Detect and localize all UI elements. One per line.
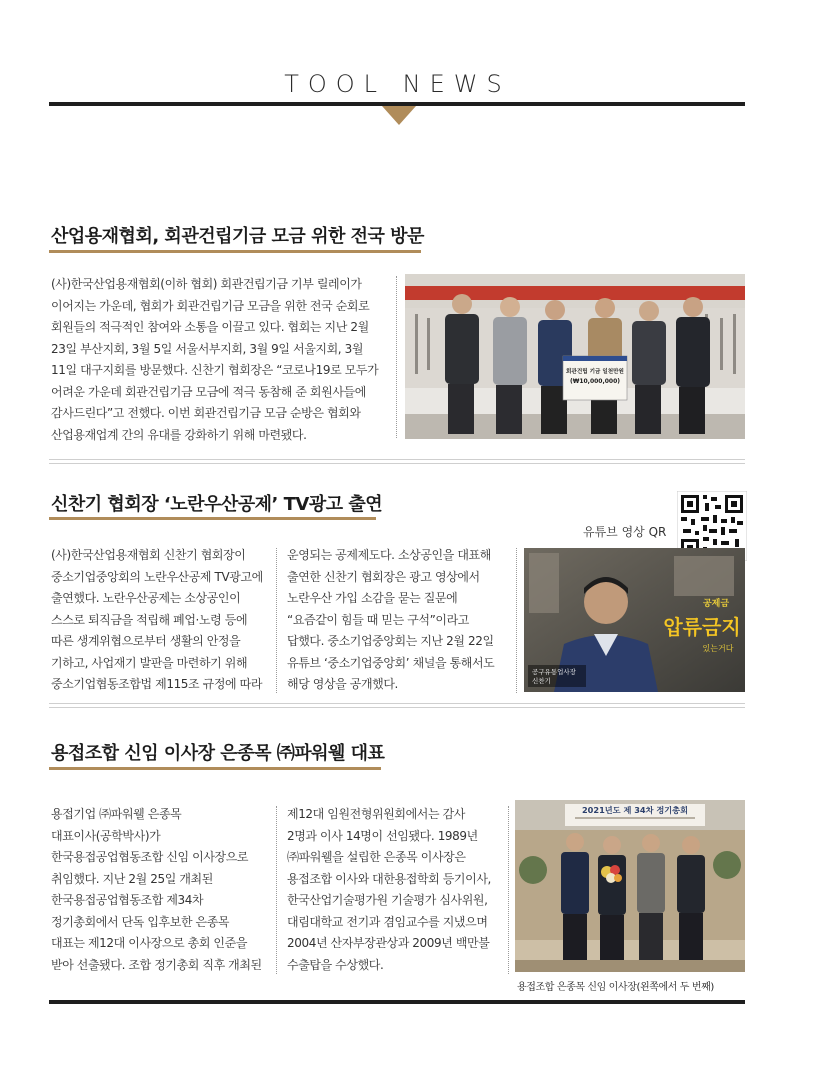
article2-column-divider-2: [516, 548, 517, 693]
article3-photo-caption: 용접조합 은종목 신임 이사장(왼쪽에서 두 번째): [517, 982, 714, 993]
article2-title: 신찬기 협회장 ‘노란우산공제’ TV광고 출연: [51, 494, 383, 515]
article3-photo: [515, 800, 745, 972]
article1-title-underline: [49, 250, 421, 253]
article2-body-column2: 운영되는 공제제도다. 소상공인을 대표해 출연한 신찬기 협회장은 광고 영상에서 노란우산 가입 소감을 묻는 질문에 “요즘같이 힘들 때 믿는 구석”이라고 답했다. 중소기업중앙회는 지난 2월 22일 유튜브 ‘중소기업중앙회’ 채널을 통해서도 해당 영상을 공개했다.: [287, 548, 495, 691]
article3-column-divider-2: [508, 806, 509, 974]
article1-photo: [405, 274, 745, 439]
donation-board-line2: (₩10,000,000): [569, 378, 621, 385]
article3-body-column1: 용접기업 ㈜파워웰 은종목 대표이사(공학박사)가 한국용접공업협동조합 신임 이사장으로 취임했다. 지난 2월 25일 개최된 한국용접공업협동조합 제34차 정기총회에서 단독 입후보한 은종목 대표는 제12대 이사장으로 총회 인준을 받아 선출됐다. 조합 정기총회 직후 개최된: [51, 807, 262, 972]
article3-body-column2: 제12대 임원전형위원회에서는 감사 2명과 이사 14명이 선임됐다. 1989년 ㈜파워웰을 설립한 은종목 이사장은 용접조합 이사와 대한용접학회 등기이사, 한국산업기술평가원 기술평가 심사위원, 대림대학교 전기과 겸임교수를 지냈으며 2004년 산자부장관상과 2009년 백만불 수출탑을 수상했다.: [287, 807, 491, 972]
article1-title: 산업용재협회, 회관건립기금 모금 위한 전국 방문: [51, 226, 424, 247]
meeting-banner: 2021년도 제 34차 정기총회: [581, 805, 689, 815]
qr-label: 유튜브 영상 QR: [583, 525, 667, 539]
ad-overlay-small: 공제금: [702, 599, 730, 609]
donation-board-line1: 회관건립 기금 일천만원: [566, 369, 624, 375]
section-divider-1: [49, 459, 745, 464]
article3-column-divider-1: [276, 806, 277, 974]
article2-title-underline: [49, 517, 376, 520]
header-triangle: [382, 106, 416, 125]
section-divider-2: [49, 703, 745, 708]
article2-column-divider-1: [276, 548, 277, 693]
article3-title: 용접조합 신임 이사장 은종목 ㈜파워웰 대표: [51, 743, 385, 764]
footer-rule: [49, 1000, 745, 1004]
article1-column-divider: [396, 276, 397, 438]
article1-body: (사)한국산업용재협회(이하 협회) 회관건립기금 기부 릴레이가 이어지는 가운데, 협회가 회관건립기금 모금을 위한 전국 순회로 회원들의 적극적인 참여와 소통을 이끌고 있다. 협회는 지난 2월 23일 부산지회, 3월 5일 서울서부지회, 3월 9일 서울지회, 3월 11일 대구지회를 방문했다. 신찬기 협회장은 “코로나19로 모두가 어려운 가운데 회관건립기금 모금에 적극 동참해 준 회원사들에 감사드린다”고 전했다. 이번 회관건립기금 모금 순방은 협회와 산업용재업계 간의 유대를 강화하기 위해 마련됐다.: [51, 277, 379, 442]
article2-body-column1: (사)한국산업용재협회 신찬기 협회장이 중소기업중앙회의 노란우산공제 TV광고에 출연했다. 노란우산공제는 소상공인이 스스로 퇴직금을 적립해 폐업·노령 등에 따른 생계위협으로부터 생활의 안정을 기하고, 사업재기 발판을 마련하기 위해 중소기업협동조합법 제115조 규정에 따라: [51, 548, 263, 691]
article3-title-underline: [49, 767, 381, 770]
ad-overlay-big: 압류금지: [663, 615, 741, 639]
ad-overlay-name-line2: 신찬기: [532, 677, 551, 685]
ad-overlay-name-line1: 공구유통업사장: [532, 668, 576, 676]
ad-overlay-tag: 있는거다: [702, 644, 734, 653]
tv-ad-still-photo: [524, 548, 745, 692]
section-header-title: TOOL NEWS: [284, 70, 511, 98]
